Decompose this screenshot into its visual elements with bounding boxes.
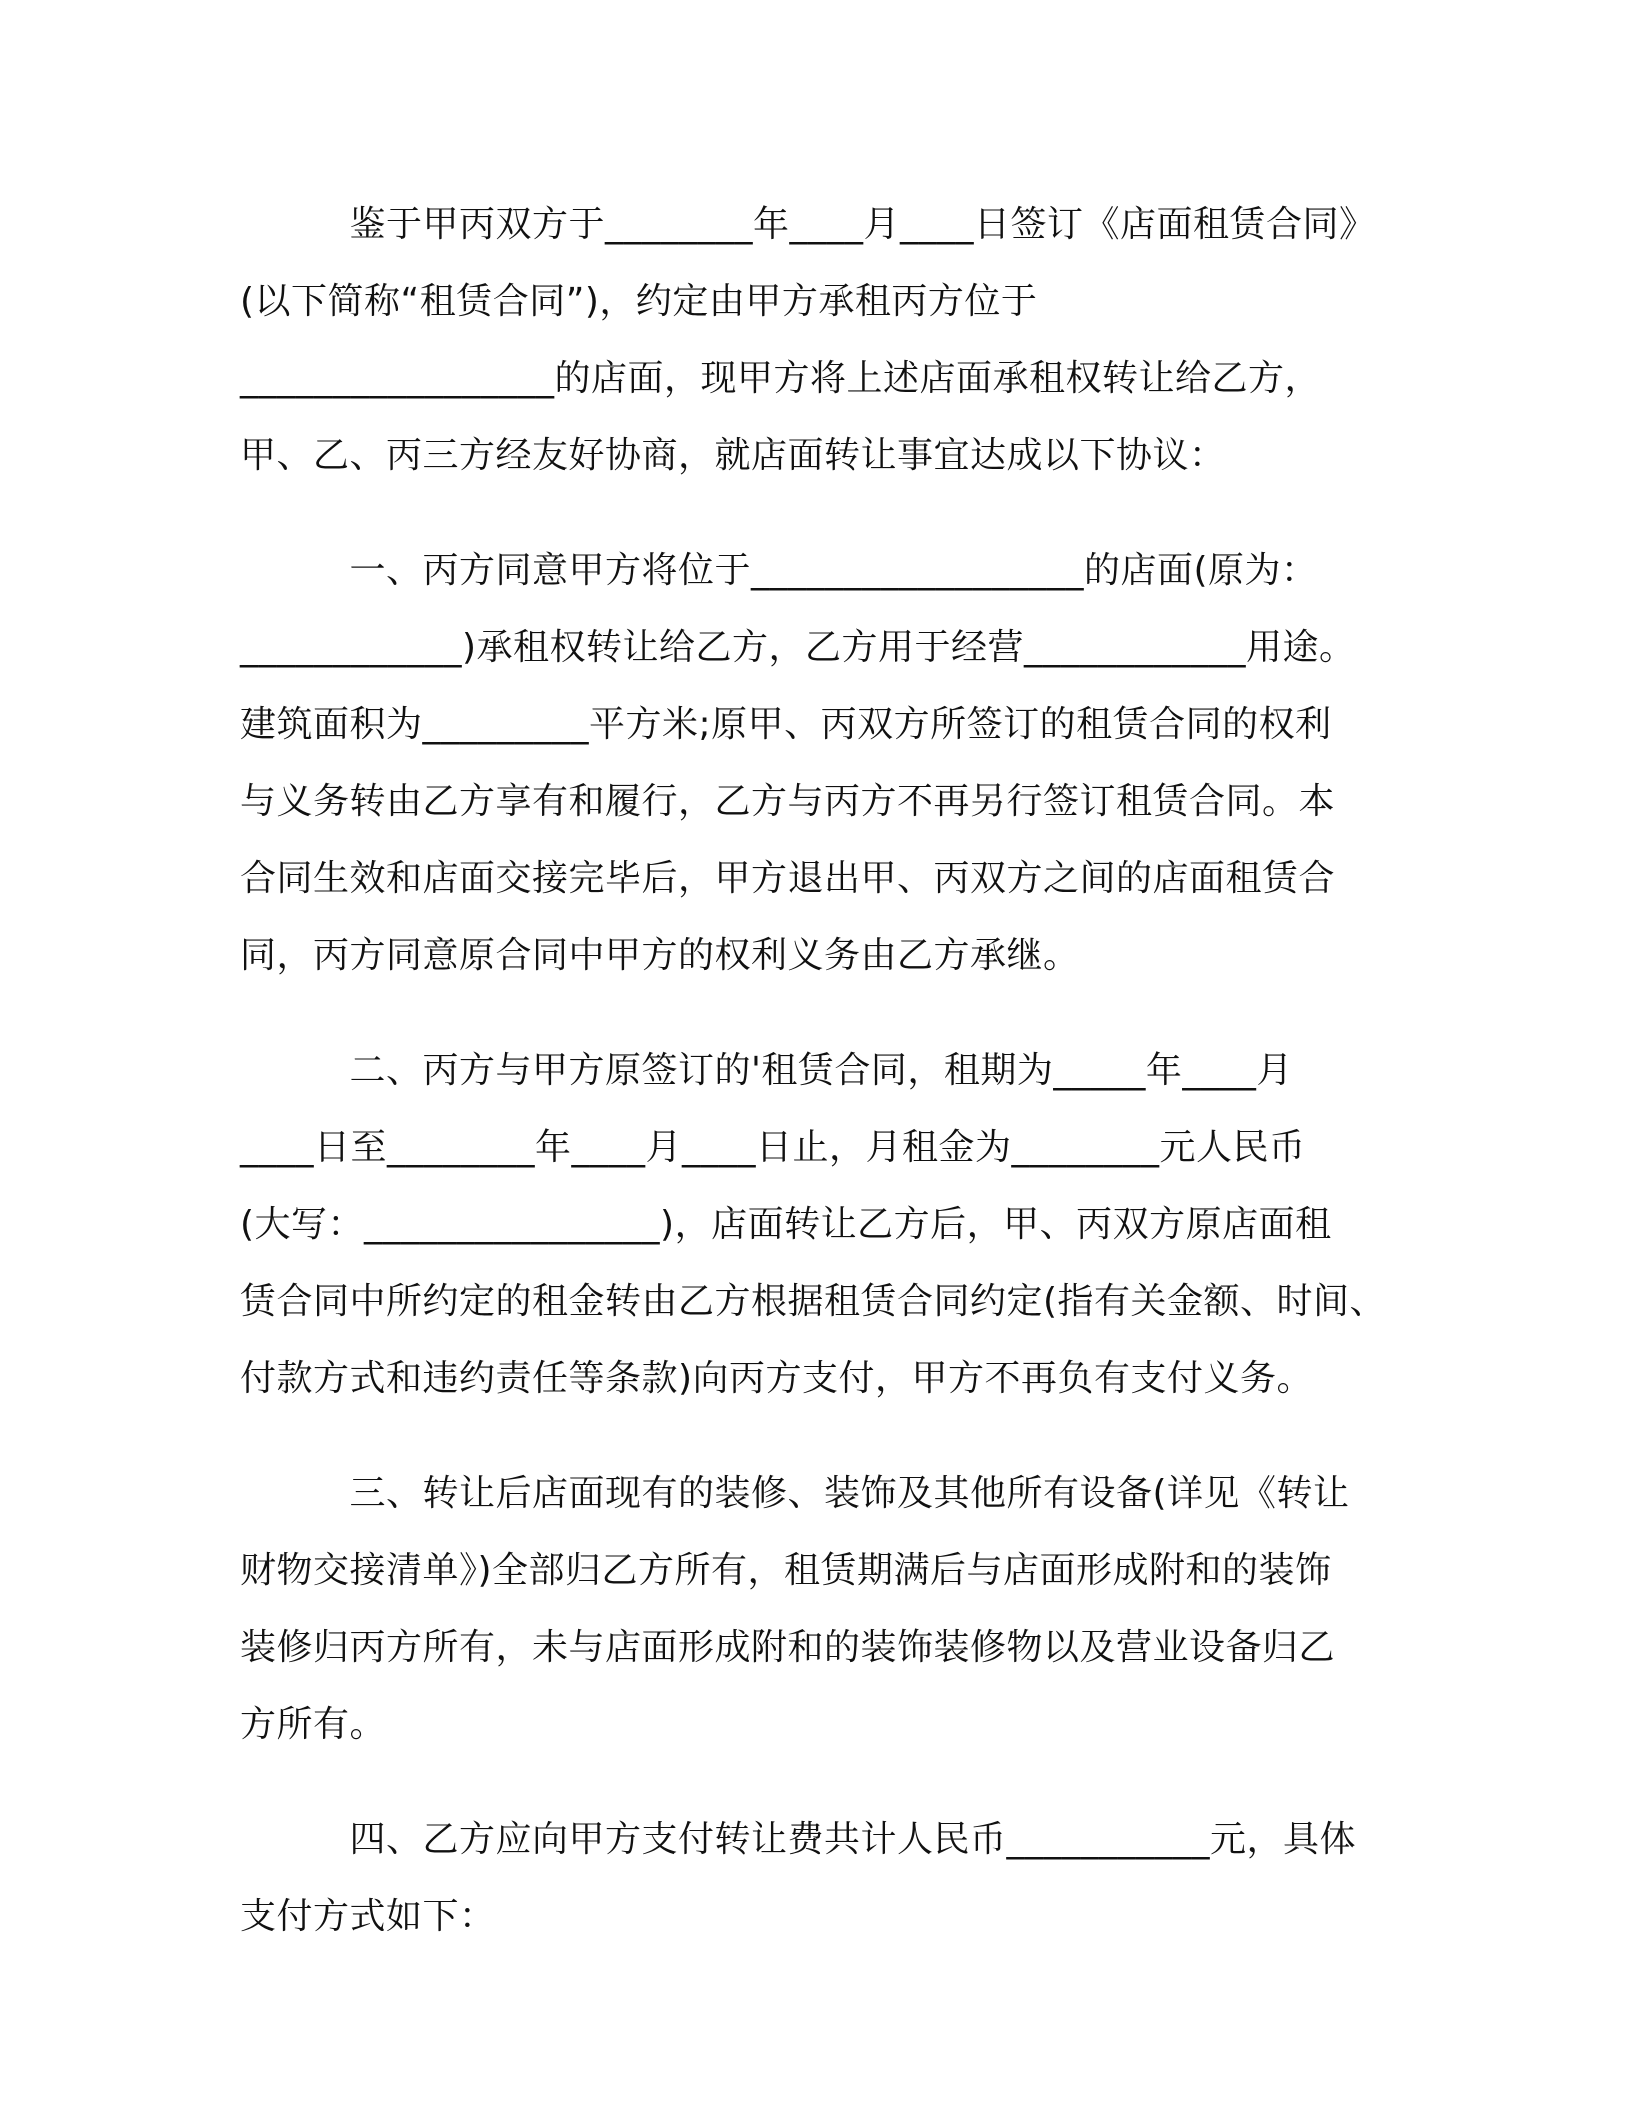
text-line: 建筑面积为_________平方米;原甲、丙双方所签订的租赁合同的权利: [240, 704, 1332, 745]
text-line: 付款方式和违约责任等条款)向丙方支付，甲方不再负有支付义务。: [240, 1358, 1314, 1399]
text-line: ____日至________年____月____日止，月租金为________元人民币: [240, 1127, 1306, 1168]
paragraph-clause-2: [240, 1032, 1400, 1417]
text-line: _________________的店面，现甲方将上述店面承租权转让给乙方，: [240, 358, 1322, 399]
text-line: 甲、乙、丙三方经友好协商，就店面转让事宜达成以下协议：: [240, 435, 1226, 476]
text-line: 鉴于甲丙双方于________年____月____日签订《店面租赁合同》: [240, 204, 1376, 245]
text-line: 合同生效和店面交接完毕后，甲方退出甲、丙双方之间的店面租赁合: [240, 858, 1336, 899]
text-line: 支付方式如下：: [240, 1896, 496, 1937]
text-line: 三、转让后店面现有的装修、装饰及其他所有设备(详见《转让: [240, 1473, 1350, 1514]
paragraph-preamble: [240, 186, 1400, 494]
text-line: 四、乙方应向甲方支付转让费共计人民币___________元，具体: [240, 1819, 1357, 1860]
paragraph-clause-1: [240, 532, 1400, 994]
document-page: [240, 186, 1400, 1993]
text-line: ____________)承租权转让给乙方，乙方用于经营____________用途。: [240, 627, 1356, 668]
text-line: 方所有。: [240, 1704, 387, 1745]
text-line: 与义务转由乙方享有和履行，乙方与丙方不再另行签订租赁合同。本: [240, 781, 1336, 822]
text-line: 赁合同中所约定的租金转由乙方根据租赁合同约定(指有关金额、时间、: [240, 1281, 1387, 1322]
text-line: 同，丙方同意原合同中甲方的权利义务由乙方承继。: [240, 935, 1080, 976]
text-line: 二、丙方与甲方原签订的'租赁合同，租期为_____年____月: [240, 1050, 1293, 1091]
text-line: (大写：________________)，店面转让乙方后，甲、丙双方原店面租: [240, 1204, 1332, 1245]
text-line: 一、丙方同意甲方将位于__________________的店面(原为：: [240, 550, 1318, 591]
text-line: (以下简称“租赁合同”)，约定由甲方承租丙方位于: [240, 281, 1038, 322]
text-line: 装修归丙方所有，未与店面形成附和的装饰装修物以及营业设备归乙: [240, 1627, 1336, 1668]
paragraph-clause-4: [240, 1801, 1400, 1955]
text-line: 财物交接清单》)全部归乙方所有，租赁期满后与店面形成附和的装饰: [240, 1550, 1332, 1591]
paragraph-clause-3: [240, 1455, 1400, 1763]
